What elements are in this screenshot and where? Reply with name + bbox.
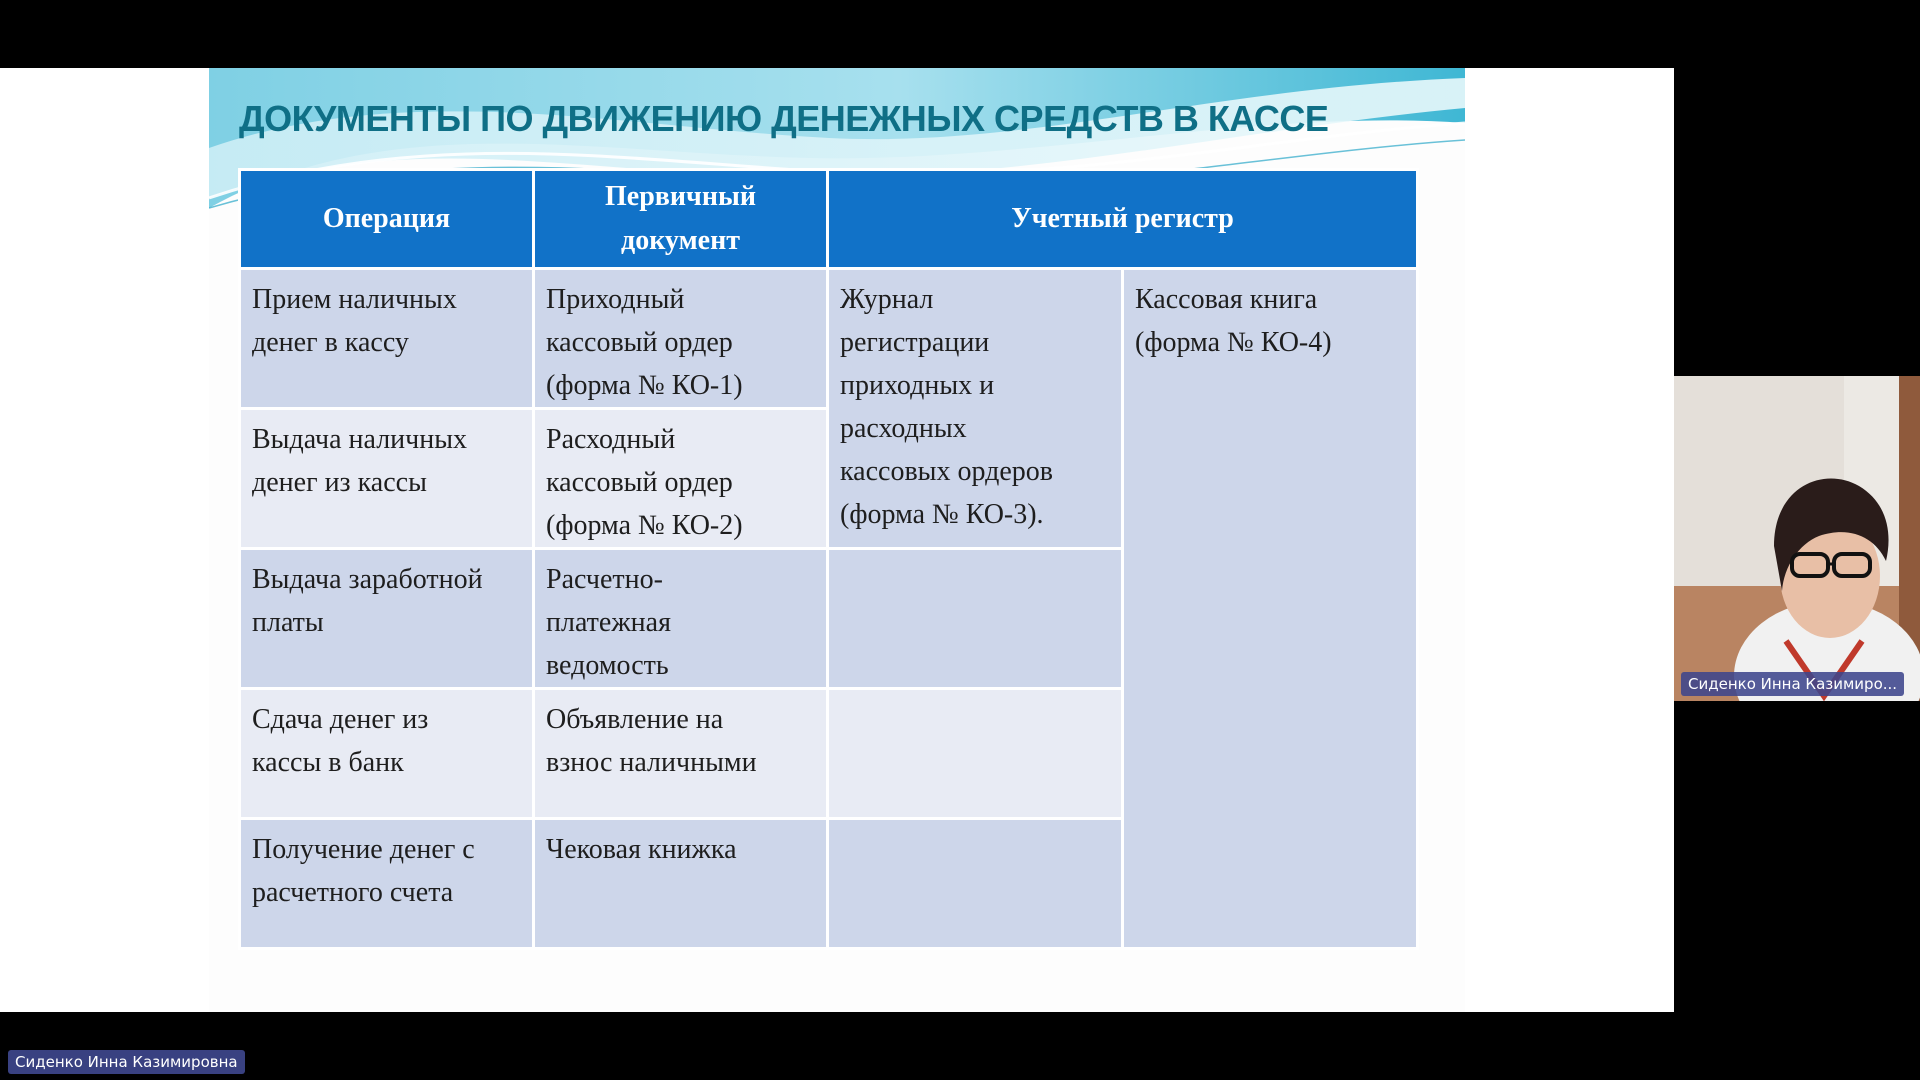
table-header-row [240, 170, 1418, 269]
cell-line: расходных [840, 413, 967, 444]
cell-line: Приходный [546, 284, 685, 315]
slide-title: ДОКУМЕНТЫ ПО ДВИЖЕНИЮ ДЕНЕЖНЫХ СРЕДСТВ В КАССЕ [239, 98, 1329, 139]
cell-operation [240, 689, 534, 819]
cell-line: Объявление на [546, 704, 724, 735]
participant-video-frame [1674, 376, 1920, 701]
cell-line: платы [252, 607, 324, 638]
cell-operation [240, 409, 534, 549]
table-row [240, 269, 1418, 409]
presentation-slide [209, 68, 1465, 1012]
cell-line: регистрации [840, 327, 990, 358]
cell-operation [240, 819, 534, 949]
cell-line: Чековая книжка [546, 834, 737, 865]
cell-line: приходных и [840, 370, 995, 401]
cell-line: Журнал [840, 284, 934, 315]
cell-line: кассовых ордеров [840, 456, 1054, 487]
cell-operation [240, 549, 534, 689]
cell-line: Расходный [546, 424, 676, 455]
cell-line: Расчетно- [546, 564, 663, 595]
cell-line: ведомость [546, 650, 669, 681]
shared-screen [0, 68, 1674, 1012]
cell-operation [240, 269, 534, 409]
cell-document [534, 269, 828, 409]
cell-line: Прием наличных [252, 284, 457, 315]
cell-document [534, 689, 828, 819]
cell-line: (форма № КО-1) [546, 370, 743, 401]
cell-register-empty [828, 689, 1123, 819]
documents-table [238, 168, 1419, 950]
header-register: Учетный регистр [828, 170, 1418, 269]
cell-document [534, 549, 828, 689]
cell-line: расчетного счета [252, 877, 454, 908]
cell-line: Получение денег с [252, 834, 475, 865]
participant-video[interactable] [1674, 376, 1920, 701]
participant-name-tag: Сиденко Инна Казимиро... [1681, 672, 1904, 696]
header-primary-document-line: Первичный [605, 181, 756, 212]
cell-document [534, 409, 828, 549]
cell-line: (форма № КО-4) [1135, 327, 1332, 358]
cell-line: Выдача наличных [252, 424, 468, 455]
cell-line: (форма № КО-2) [546, 510, 743, 541]
cell-line: Сдача денег из [252, 704, 429, 735]
header-primary-document-line: документ [621, 225, 740, 256]
cell-line: платежная [546, 607, 671, 638]
cell-line: кассовый ордер [546, 327, 733, 358]
cell-line: Выдача заработной [252, 564, 483, 595]
cell-register-journal [828, 269, 1123, 549]
header-operation: Операция [240, 170, 534, 269]
cell-line: денег в кассу [252, 327, 409, 358]
cell-register-cashbook [1123, 269, 1418, 949]
cell-line: Кассовая книга [1135, 284, 1318, 315]
cell-line: кассовый ордер [546, 467, 733, 498]
header-primary-document [534, 170, 828, 269]
cell-line: кассы в банк [252, 747, 404, 778]
cell-line: взнос наличными [546, 747, 757, 778]
cell-line: денег из кассы [252, 467, 427, 498]
cell-line: (форма № КО-3). [840, 499, 1044, 530]
cell-register-empty [828, 819, 1123, 949]
cell-document [534, 819, 828, 949]
cell-register-empty [828, 549, 1123, 689]
presenter-name-tag: Сиденко Инна Казимировна [8, 1050, 245, 1074]
